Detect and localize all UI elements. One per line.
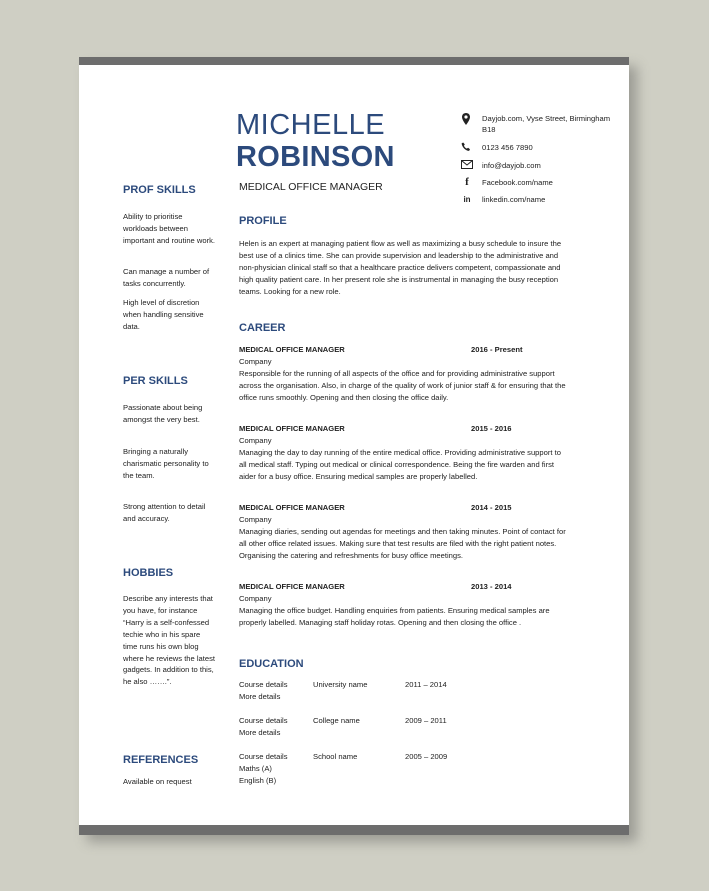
email-icon: [461, 160, 473, 169]
career-job-description: Managing the day to day running of the entire medical office. Providing administrative support to all medical staff. Typing out medical or clinical correspondence. Being the fire warden and first aider for a busy office. Ensuring medical samples are properly labelled.: [239, 448, 561, 481]
per-skill-item: Passionate about being amongst the very best.: [123, 403, 203, 424]
career-job-dates: 2015 - 2016: [471, 424, 512, 433]
contact-linkedin-link[interactable]: linkedin.com/name: [482, 195, 546, 204]
career-job-company: Company: [239, 515, 272, 524]
per-skills-heading: PER SKILLS: [123, 375, 188, 387]
education-course: Course details: [239, 752, 288, 761]
resume-page: [79, 57, 629, 835]
profile-heading: PROFILE: [239, 215, 287, 227]
career-job-dates: 2014 - 2015: [471, 503, 512, 512]
career-job-company: Company: [239, 357, 272, 366]
education-course-extra: English (B): [239, 776, 277, 785]
contact-address-text: Dayjob.com, Vyse Street, Birmingham B18: [482, 114, 611, 134]
education-dates: 2005 – 2009: [405, 752, 448, 761]
references-heading: REFERENCES: [123, 754, 199, 766]
career-job-company: Company: [239, 436, 272, 445]
education-course: Course details: [239, 680, 288, 689]
education-course: Course details: [239, 716, 288, 725]
career-job-description: Managing the office budget. Handling enquiries from patients. Ensuring medical samples are properly labelled. Managing staff holiday rotas. Opening and then closing the office .: [239, 606, 550, 627]
education-course-extra: More details: [239, 692, 281, 701]
location-pin-icon: [461, 113, 473, 125]
per-skill-item: Bringing a naturally charismatic personality to the team.: [123, 447, 209, 480]
education-dates: 2009 – 2011: [405, 716, 447, 725]
first-name: MICHELLE: [236, 109, 386, 141]
prof-skill-item: High level of discretion when handling sensitive data.: [123, 298, 204, 331]
education-school: School name: [313, 752, 358, 761]
career-job-title: MEDICAL OFFICE MANAGER: [239, 345, 345, 354]
per-skill-item: Strong attention to detail and accuracy.: [123, 502, 206, 523]
education-heading: EDUCATION: [239, 658, 304, 670]
career-heading: CAREER: [239, 322, 286, 334]
education-dates: 2011 – 2014: [405, 680, 447, 689]
linkedin-icon: in: [463, 195, 471, 204]
career-job-description: Managing diaries, sending out agendas for meetings and then taking minutes. Point of contact for all other office related issues. Making sure that test results are filed with the right patient notes. Organising the catering and refreshments for busy office meetings.: [239, 527, 566, 560]
hobbies-text: Describe any interests that you have, for instance “Harry is a self-confessed techie who in his spare time runs his own blog where he reviews the latest gadgets. In addition to this, he also …….”.: [123, 594, 216, 687]
references-text: Available on request: [123, 777, 192, 786]
education-course-extra: Maths (A): [239, 764, 272, 773]
education-school: College name: [313, 716, 360, 725]
prof-skills-heading: PROF SKILLS: [123, 184, 196, 196]
prof-skill-item: Can manage a number of tasks concurrently.: [123, 267, 210, 288]
career-job-title: MEDICAL OFFICE MANAGER: [239, 424, 345, 433]
prof-skill-item: Ability to prioritise workloads between important and routine work.: [123, 212, 216, 245]
contact-email-link[interactable]: info@dayjob.com: [482, 161, 541, 170]
education-course-extra: More details: [239, 728, 281, 737]
career-job-title: MEDICAL OFFICE MANAGER: [239, 582, 345, 591]
career-job-description: Responsible for the running of all aspects of the office and for providing administrative support across the organisation. Also, in charge of the quality of work of junior staff & for ensuring that the office runs smoothly. Opening and then closing the office daily.: [239, 369, 566, 402]
hobbies-heading: HOBBIES: [123, 567, 174, 579]
career-job-dates: 2016 - Present: [471, 345, 523, 354]
career-job-title: MEDICAL OFFICE MANAGER: [239, 503, 345, 512]
career-job-dates: 2013 - 2014: [471, 582, 512, 591]
profile-text: Helen is an expert at managing patient flow as well as maximizing a busy schedule to insure the best use of a clinics time. She can provide supervision and leadership to the administrative and non-physician clinical staff so that a healthcare practice delivers competent, compassionate and high quality patient care. In her present role she is instrumental in managing the busy reception teams. Looking for a new role.: [239, 239, 562, 296]
facebook-icon: f: [465, 176, 469, 188]
phone-icon: [461, 142, 473, 152]
job-title: MEDICAL OFFICE MANAGER: [239, 181, 383, 193]
last-name: ROBINSON: [236, 141, 395, 173]
contact-address: [461, 113, 621, 137]
education-school: University name: [313, 680, 368, 689]
career-job-company: Company: [239, 594, 272, 603]
contact-phone-text: 0123 456 7890: [482, 143, 533, 152]
contact-facebook-link[interactable]: Facebook.com/name: [482, 178, 553, 187]
